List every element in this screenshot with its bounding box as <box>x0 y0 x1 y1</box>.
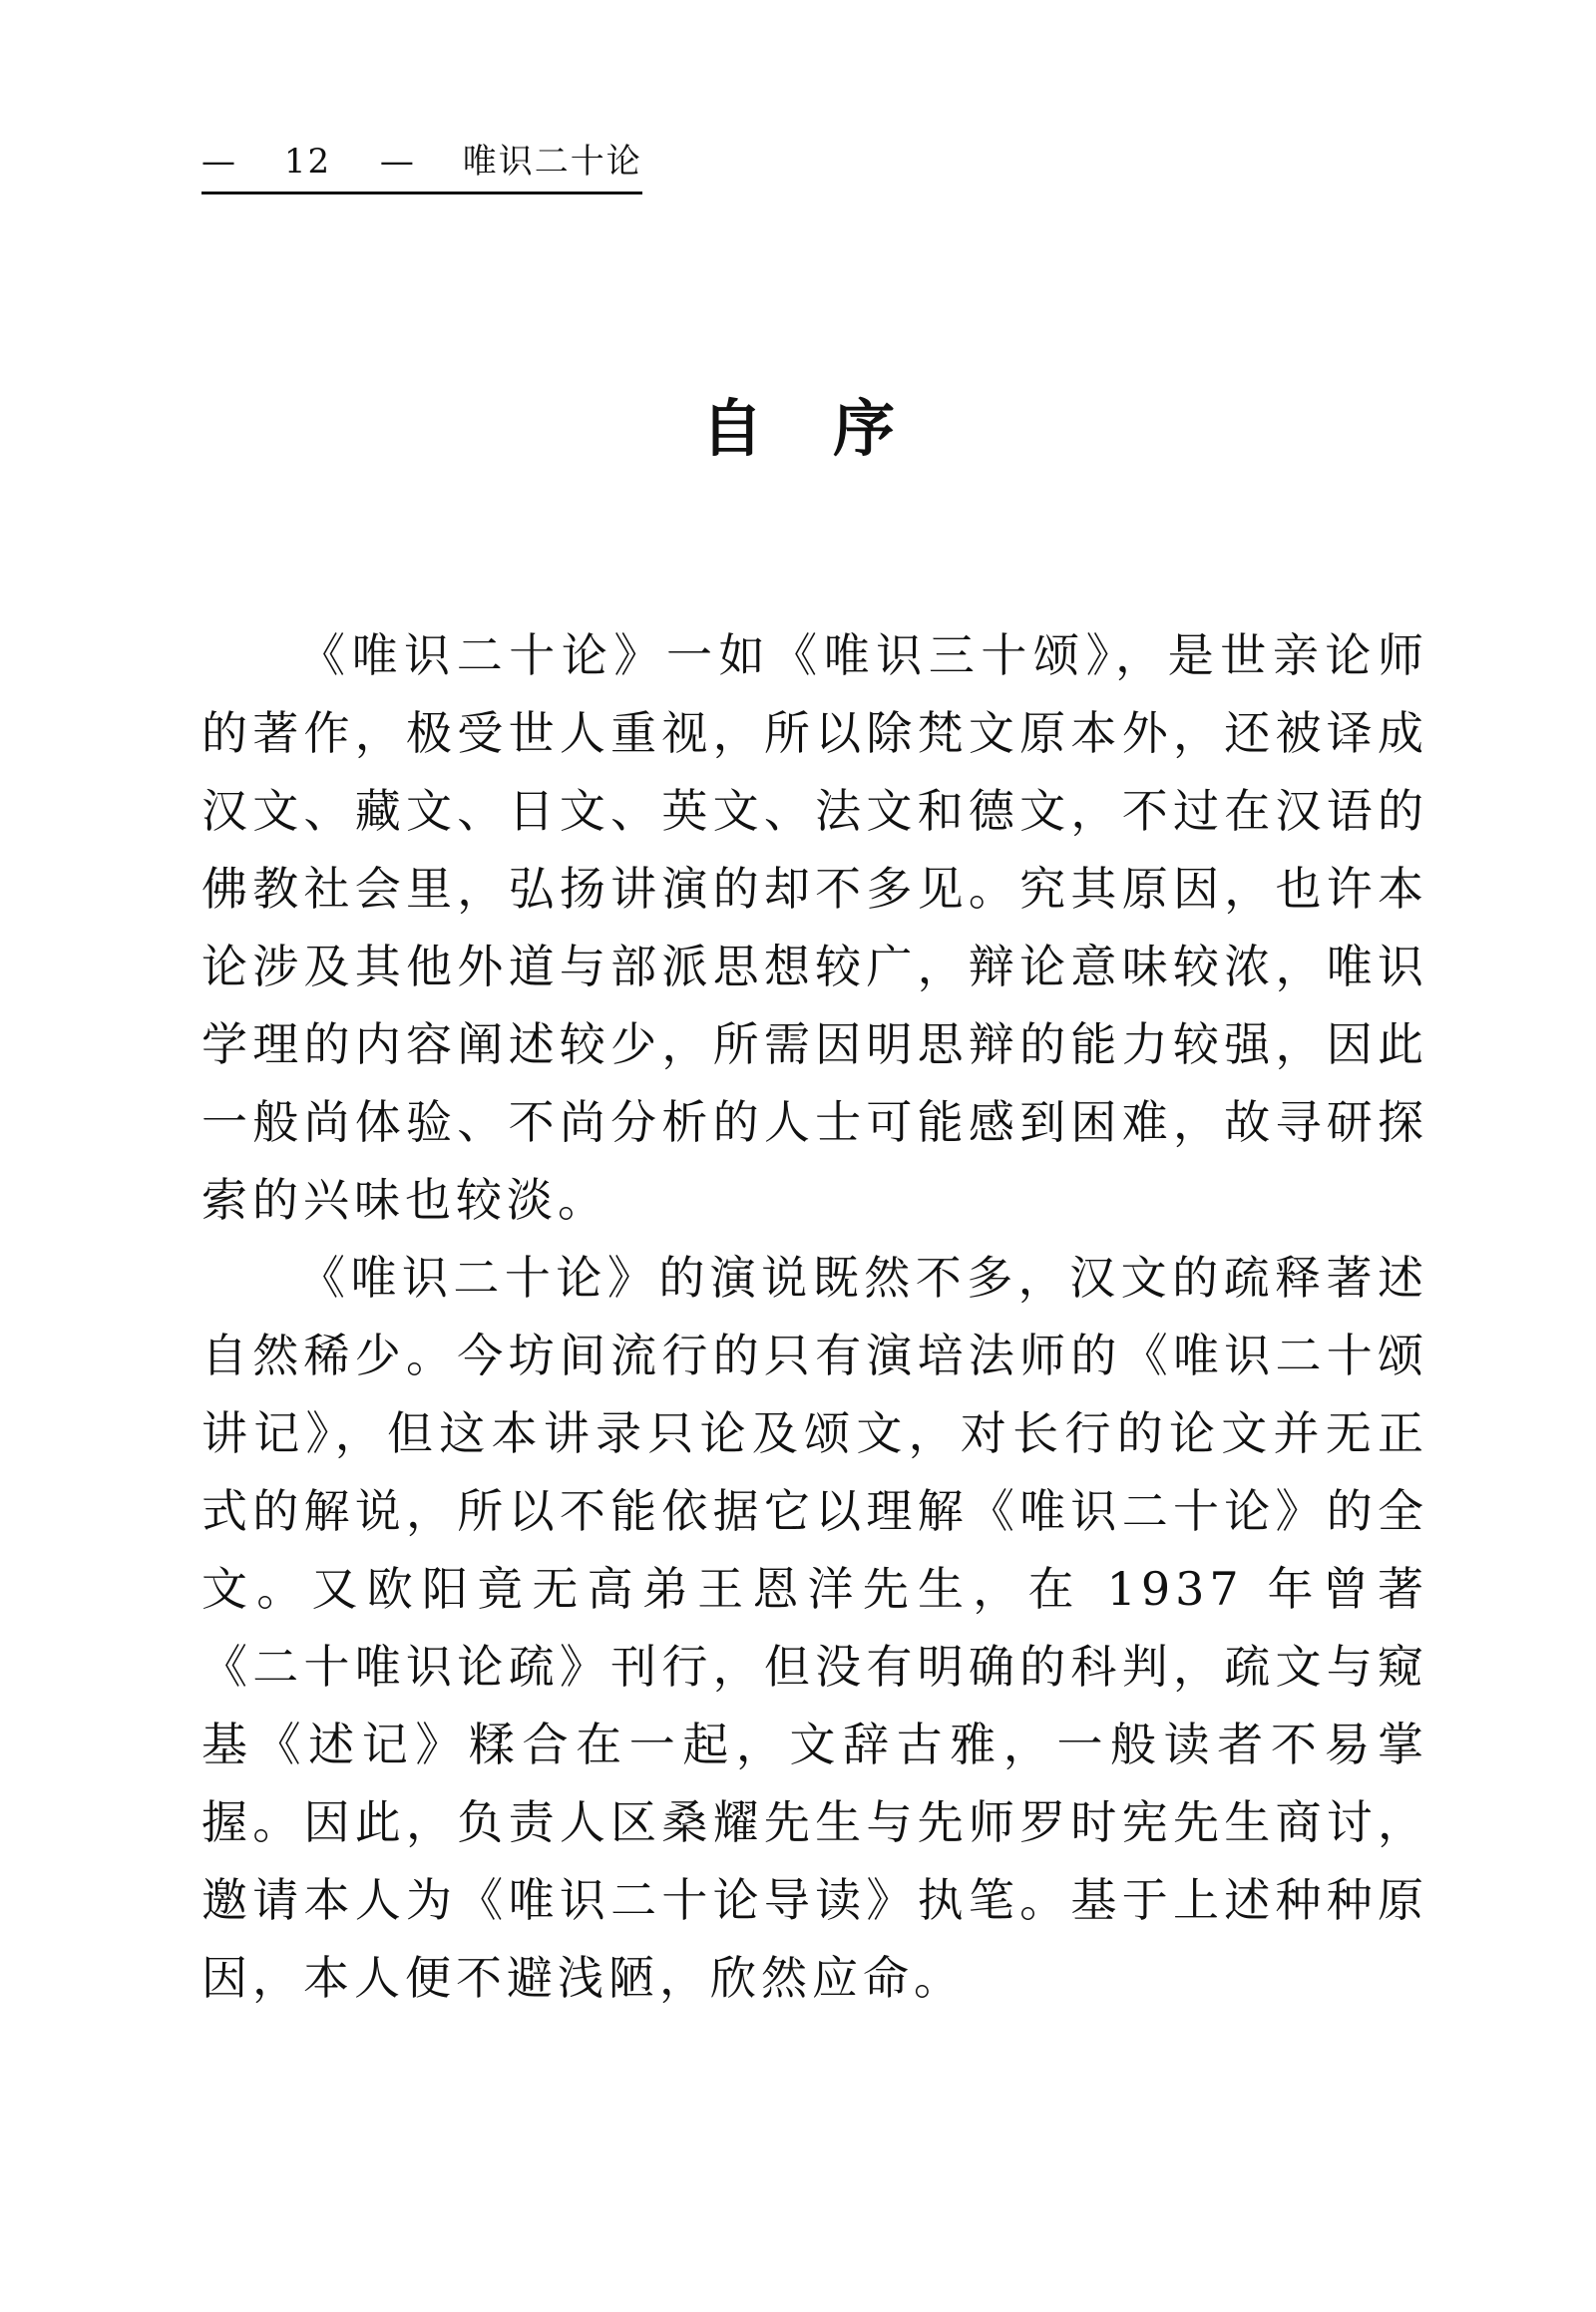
header-dash-right: — <box>379 142 416 182</box>
paragraph-2: 《唯识二十论》的演说既然不多，汉文的疏释著述自然稀少。今坊间流行的只有演培法师的《唯识二十颂讲记》，但这本讲录只论及颂文，对长行的论文并无正式的解说，所以不能依据它以理解《唯识二十论》的全文。又欧阳竟无高弟王恩洋先生，在 1937 年曾著《二十唯识论疏》刊行，但没有明确的科判，疏文与窥基《述记》糅合在一起，文辞古雅，一般读者不易掌握。因此，负责人区桑耀先生与先师罗时宪先生商讨，邀请本人为《唯识二十论导读》执笔。基于上述种种原因，本人便不避浅陋，欣然应命。 <box>201 1251 1428 2005</box>
book-title: 唯识二十论 <box>462 142 642 182</box>
paragraph-1: 《唯识二十论》一如《唯识三十颂》，是世亲论师的著作，极受世人重视，所以除梵文原本外，还被译成汉文、藏文、日文、英文、法文和德文，不过在汉语的佛教社会里，弘扬讲演的却不多见。究其原因，也许本论涉及其他外道与部派思想较广，辩论意味较浓，唯识学理的内容阐述较少，所需因明思辩的能力较强，因此一般尚体验、不尚分析的人士可能感到困难，故寻研探索的兴味也较淡。 <box>201 628 1428 1227</box>
page-number: 12 <box>283 142 332 182</box>
preface-body <box>201 616 1428 2017</box>
running-header <box>201 138 642 194</box>
preface-title: 自序 <box>700 392 965 465</box>
header-dash-left: — <box>201 142 237 182</box>
